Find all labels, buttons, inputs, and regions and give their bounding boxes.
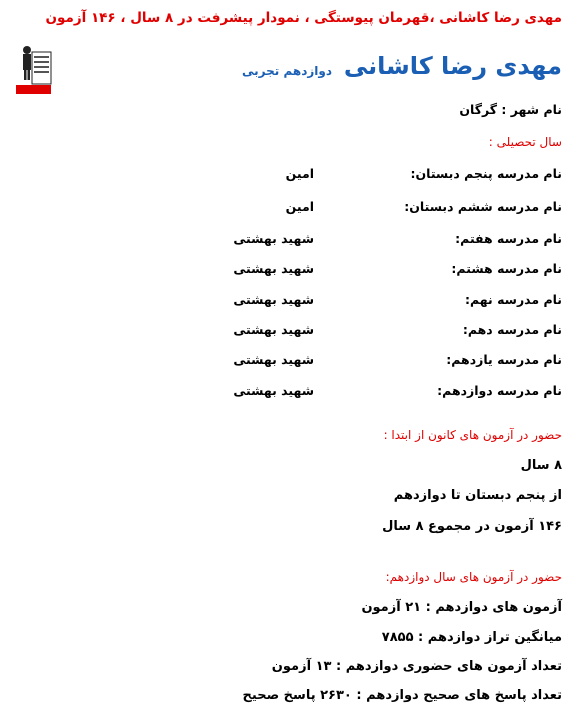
school-row [22,199,562,219]
attendance-total: ۱۴۶ آزمون در مجموع ۸ سال [382,519,562,534]
attendance-years: ۸ سال [520,458,562,473]
school-label: نام مدرسه هفتم: [455,231,562,246]
school-value: شهید بهشتی [233,322,314,337]
school-label: نام مدرسه دوازدهم: [437,383,562,398]
institute-logo-icon [14,44,52,96]
attendance-twelfth-label: حضور در آزمون های سال دوازدهم: [385,570,562,584]
headline: مهدی رضا کاشانی ،قهرمان پیوستگی ، نمودار پیشرفت در ۸ سال ، ۱۴۶ آزمون [45,10,562,26]
school-row [22,352,562,372]
attendance-since-start-label: حضور در آزمون های کانون از ابتدا : [383,428,562,442]
student-grade: دوازدهم تجربی [242,64,332,78]
school-label: نام مدرسه نهم: [464,292,562,307]
school-row [22,383,562,403]
school-value: شهید بهشتی [233,292,314,307]
student-header [22,50,562,90]
academic-years-label: سال تحصیلی : [488,135,562,149]
twelfth-in-person-count: تعداد آزمون های حضوری دوازدهم : ۱۳ آزمون [271,659,562,674]
school-label: نام مدرسه دهم: [462,322,562,337]
school-label: نام مدرسه یازدهم: [446,352,562,367]
school-value: شهید بهشتی [233,352,314,367]
school-label: نام مدرسه ششم دبستان: [404,199,562,214]
school-row [22,166,562,186]
school-value: شهید بهشتی [233,261,314,276]
attendance-range: از پنجم دبستان تا دوازدهم [393,488,562,503]
school-label: نام مدرسه پنجم دبستان: [410,166,562,181]
school-row [22,322,562,342]
school-value: شهید بهشتی [233,383,314,398]
twelfth-average-score: میانگین تراز دوازدهم : ۷۸۵۵ [381,630,562,645]
twelfth-exam-count: آزمون های دوازدهم : ۲۱ آزمون [361,600,562,615]
student-name: مهدی رضا کاشانی [343,52,562,80]
school-label: نام مدرسه هشتم: [451,261,562,276]
city: نام شهر : گرگان [459,102,562,117]
twelfth-correct-answers: تعداد پاسخ های صحیح دوازدهم : ۲۶۳۰ پاسخ صحیح [242,688,562,703]
school-row [22,292,562,312]
school-value: شهید بهشتی [233,231,314,246]
school-value: امین [285,199,314,214]
institute-logo [14,44,52,96]
school-row [22,261,562,281]
school-value: امین [285,166,314,181]
school-row [22,231,562,251]
